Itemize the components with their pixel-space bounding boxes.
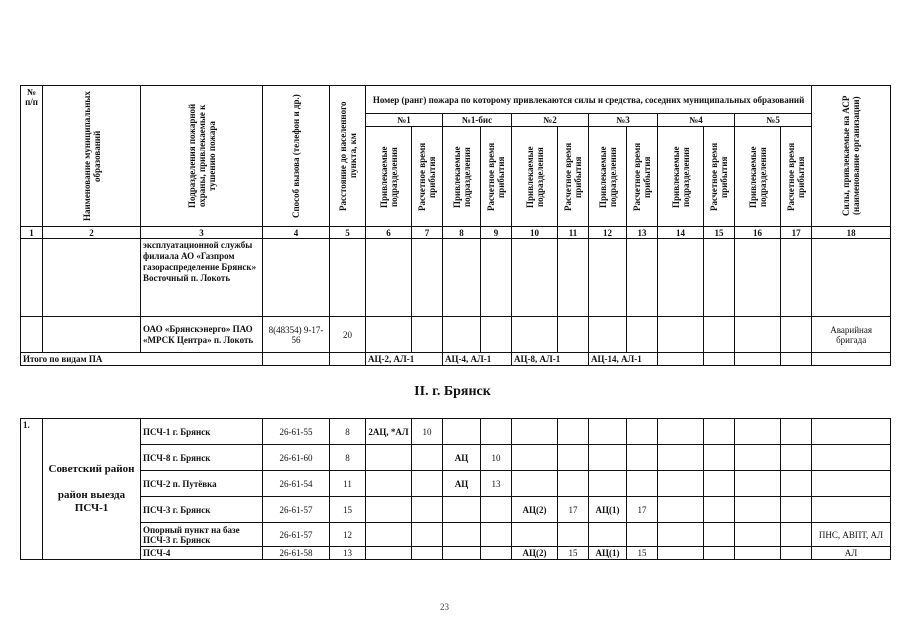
column-numbers-row — [21, 227, 891, 239]
rank3-time — [627, 445, 658, 471]
dist-cell: 8 — [330, 419, 366, 445]
rank1bis-units — [443, 547, 481, 560]
rank2-units — [512, 523, 558, 547]
table-row — [21, 497, 891, 523]
rank1bis-time — [481, 547, 512, 560]
call-cell: 26-61-57 — [263, 523, 330, 547]
colnum: 7 — [412, 227, 443, 239]
asr-cell — [812, 445, 891, 471]
dist-cell: 12 — [330, 523, 366, 547]
table-row — [21, 547, 891, 560]
asr-cell — [812, 471, 891, 497]
rank2-time — [558, 523, 589, 547]
sub-units: Привлекаемые подразделения — [443, 127, 481, 227]
colnum: 16 — [735, 227, 781, 239]
unit-cell: ПСЧ-2 п. Путёвка — [141, 471, 263, 497]
rank3-time — [627, 419, 658, 445]
sub-time: Расчетное время прибытия — [558, 127, 589, 227]
rank1bis-time: 10 — [481, 445, 512, 471]
rank2-units — [512, 445, 558, 471]
rank2-units: АЦ(2) — [512, 497, 558, 523]
rank3-units — [589, 471, 627, 497]
call-cell: 26-61-60 — [263, 445, 330, 471]
totals-label: Итого по видам ПА — [21, 353, 263, 366]
header-dist: Расстояние до населенного пункта, км — [330, 86, 366, 227]
rank1-time — [412, 471, 443, 497]
colnum: 4 — [263, 227, 330, 239]
table-row — [21, 523, 891, 547]
dist-cell: 11 — [330, 471, 366, 497]
asr-cell: Аварийная бригада — [812, 317, 891, 353]
rank1bis-units — [443, 419, 481, 445]
call-cell: 26-61-57 — [263, 497, 330, 523]
rank1-time — [412, 445, 443, 471]
rank3-units — [589, 445, 627, 471]
rank1bis-time — [481, 419, 512, 445]
totals-row — [21, 353, 891, 366]
rank1-units: 2АЦ, *АЛ — [366, 419, 412, 445]
rank1bis-units: АЦ — [443, 471, 481, 497]
unit-cell: Опорный пункт на базе ПСЧ-3 г. Брянск — [141, 523, 263, 547]
colnum: 6 — [366, 227, 412, 239]
rank2-time — [558, 471, 589, 497]
rank2-units — [512, 419, 558, 445]
asr-cell — [812, 497, 891, 523]
rank2-units — [512, 471, 558, 497]
colnum: 14 — [658, 227, 704, 239]
table-row — [21, 445, 891, 471]
sub-time: Расчетное время прибытия — [412, 127, 443, 227]
unit-cell: ПСЧ-3 г. Брянск — [141, 497, 263, 523]
header-mo: Наименование муниципальных образований — [43, 86, 141, 227]
sub-units: Привлекаемые подразделения — [735, 127, 781, 227]
rank2-time: 17 — [558, 497, 589, 523]
header-units: Подразделения пожарной охраны, привлекаемые к тушению пожара — [141, 86, 263, 227]
section-title: II. г. Брянск — [414, 384, 491, 399]
colnum: 10 — [512, 227, 558, 239]
dist-cell — [330, 239, 366, 317]
rank3-time — [627, 523, 658, 547]
table-continuation — [20, 85, 891, 366]
dist-cell: 15 — [330, 497, 366, 523]
rank1-units — [366, 497, 412, 523]
rank2-units: АЦ(2) — [512, 547, 558, 560]
table-bryansk — [20, 418, 891, 560]
rank-2: №2 — [512, 114, 589, 127]
colnum: 3 — [141, 227, 263, 239]
rank1bis-units — [443, 523, 481, 547]
colnum: 9 — [481, 227, 512, 239]
rank1-time — [412, 523, 443, 547]
colnum: 2 — [43, 227, 141, 239]
row-number: 1. — [21, 419, 43, 560]
unit-cell: ПСЧ-8 г. Брянск — [141, 445, 263, 471]
call-cell — [263, 239, 330, 317]
asr-cell — [812, 239, 891, 317]
rank1bis-time — [481, 523, 512, 547]
sub-time: Расчетное время прибытия — [704, 127, 735, 227]
rank-1bis: №1-бис — [443, 114, 512, 127]
rank2-time — [558, 419, 589, 445]
unit-cell: ПСЧ-1 г. Брянск — [141, 419, 263, 445]
colnum: 11 — [558, 227, 589, 239]
rank-4: №4 — [658, 114, 735, 127]
rank1-time: 10 — [412, 419, 443, 445]
table-row — [21, 317, 891, 353]
rank-1: №1 — [366, 114, 443, 127]
rank-5: №5 — [735, 114, 812, 127]
totals-rank-1bis: АЦ-4, АЛ-1 — [443, 353, 512, 366]
unit-cell: ОАО «Брянскэнерго» ПАО «МРСК Центра» п. Локоть — [141, 317, 263, 353]
rank1-units — [366, 523, 412, 547]
table-row — [21, 471, 891, 497]
rank-3: №3 — [589, 114, 658, 127]
table-row — [21, 239, 891, 317]
call-cell: 26-61-58 — [263, 547, 330, 560]
page-number: 23 — [440, 602, 449, 612]
rank1-time — [412, 497, 443, 523]
unit-cell: ПСЧ-4 — [141, 547, 263, 560]
dist-cell: 20 — [330, 317, 366, 353]
call-cell: 26-61-54 — [263, 471, 330, 497]
asr-cell — [812, 419, 891, 445]
rank3-units — [589, 523, 627, 547]
header-asr: Силы, привлекаемые на АСР (наименование организации) — [812, 86, 891, 227]
sub-units: Привлекаемые подразделения — [512, 127, 558, 227]
sub-units: Привлекаемые подразделения — [589, 127, 627, 227]
dist-cell: 13 — [330, 547, 366, 560]
rank1bis-units: АЦ — [443, 445, 481, 471]
colnum: 1 — [21, 227, 43, 239]
asr-cell: АЛ — [812, 547, 891, 560]
rank1bis-units — [443, 497, 481, 523]
rank3-units: АЦ(1) — [589, 497, 627, 523]
rank3-units: АЦ(1) — [589, 547, 627, 560]
totals-rank-3: АЦ-14, АЛ-1 — [589, 353, 658, 366]
asr-cell: ПНС, АВПТ, АЛ — [812, 523, 891, 547]
rank3-units — [589, 419, 627, 445]
rank3-time — [627, 471, 658, 497]
header-no: № п/п — [21, 86, 43, 227]
rank1bis-time — [481, 497, 512, 523]
rank2-time: 15 — [558, 547, 589, 560]
header-call: Способ вызова (телефон и др.) — [263, 86, 330, 227]
rank1-units — [366, 445, 412, 471]
totals-rank-1: АЦ-2, АЛ-1 — [366, 353, 443, 366]
table-row — [21, 419, 891, 445]
rank1-units — [366, 471, 412, 497]
district-name: Советский район район выезда ПСЧ-1 — [43, 419, 141, 560]
rank1-units — [366, 547, 412, 560]
sub-time: Расчетное время прибытия — [481, 127, 512, 227]
colnum: 18 — [812, 227, 891, 239]
rank3-time: 17 — [627, 497, 658, 523]
dist-cell: 8 — [330, 445, 366, 471]
call-cell: 26-61-55 — [263, 419, 330, 445]
sub-time: Расчетное время прибытия — [627, 127, 658, 227]
unit-cell: эксплуатационной службы филиала АО «Газпром газораспределение Брянск» Восточный п. Локоть — [141, 239, 263, 317]
colnum: 8 — [443, 227, 481, 239]
rank1bis-time: 13 — [481, 471, 512, 497]
sub-units: Привлекаемые подразделения — [366, 127, 412, 227]
colnum: 5 — [330, 227, 366, 239]
header-rank: Номер (ранг) пожара по которому привлекаются силы и средства, соседних муниципальных образований — [366, 86, 812, 114]
sub-time: Расчетное время прибытия — [781, 127, 812, 227]
rank3-time: 15 — [627, 547, 658, 560]
totals-rank-2: АЦ-8, АЛ-1 — [512, 353, 589, 366]
colnum: 12 — [589, 227, 627, 239]
call-cell: 8(48354) 9-17-56 — [263, 317, 330, 353]
rank1-time — [412, 547, 443, 560]
rank2-time — [558, 445, 589, 471]
colnum: 15 — [704, 227, 735, 239]
colnum: 13 — [627, 227, 658, 239]
sub-units: Привлекаемые подразделения — [658, 127, 704, 227]
colnum: 17 — [781, 227, 812, 239]
